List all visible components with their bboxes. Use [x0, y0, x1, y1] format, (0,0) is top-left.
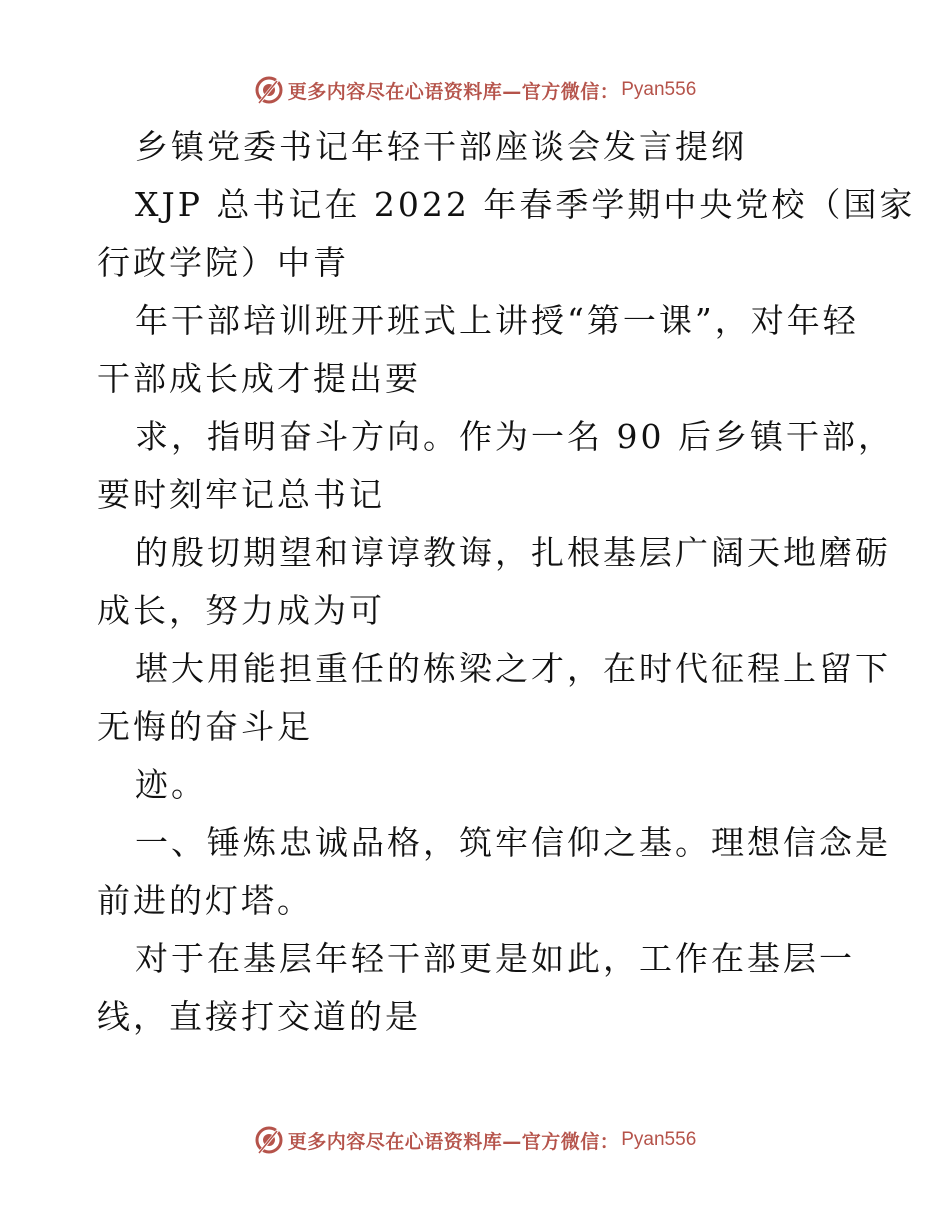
paragraph-line: 线，直接打交道的是 — [97, 997, 421, 1036]
paragraph-line: 求，指明奋斗方向。作为一名 90 后乡镇干部， — [135, 417, 894, 456]
pen-logo-icon — [254, 75, 284, 105]
paragraph-line: 前进的灯塔。 — [97, 881, 313, 920]
paragraph-line: 迹。 — [135, 765, 207, 804]
footer-banner-text: 更多内容尽在心语资料库—官方微信： — [287, 1130, 620, 1153]
paragraph-line: 对于在基层年轻干部更是如此，工作在基层一 — [135, 939, 855, 978]
pen-logo-icon — [254, 1125, 284, 1155]
paragraph-line: 成长，努力成为可 — [97, 591, 385, 630]
footer-banner — [0, 1120, 950, 1160]
paragraph-line: XJP 总书记在 2022 年春季学期中央党校（国家 — [135, 185, 916, 224]
section-heading-line: 一、锤炼忠诚品格，筑牢信仰之基。理想信念是 — [135, 823, 891, 862]
footer-banner-id: Pyan556 — [621, 1129, 697, 1150]
document-title: 乡镇党委书记年轻干部座谈会发言提纲 — [135, 127, 747, 166]
header-banner-id: Pyan556 — [621, 79, 697, 100]
paragraph-line: 堪大用能担重任的栋梁之才，在时代征程上留下 — [135, 649, 891, 688]
document-body — [97, 118, 916, 1046]
paragraph-line: 年干部培训班开班式上讲授“第一课”，对年轻 — [135, 301, 859, 340]
paragraph-line: 无悔的奋斗足 — [97, 707, 313, 746]
paragraph-line: 的殷切期望和谆谆教诲，扎根基层广阔天地磨砺 — [135, 533, 891, 572]
paragraph-line: 要时刻牢记总书记 — [97, 475, 385, 514]
header-banner — [0, 70, 950, 110]
paragraph-line: 行政学院）中青 — [97, 243, 349, 282]
paragraph-line: 干部成长成才提出要 — [97, 359, 421, 398]
header-banner-text: 更多内容尽在心语资料库—官方微信： — [287, 80, 620, 103]
